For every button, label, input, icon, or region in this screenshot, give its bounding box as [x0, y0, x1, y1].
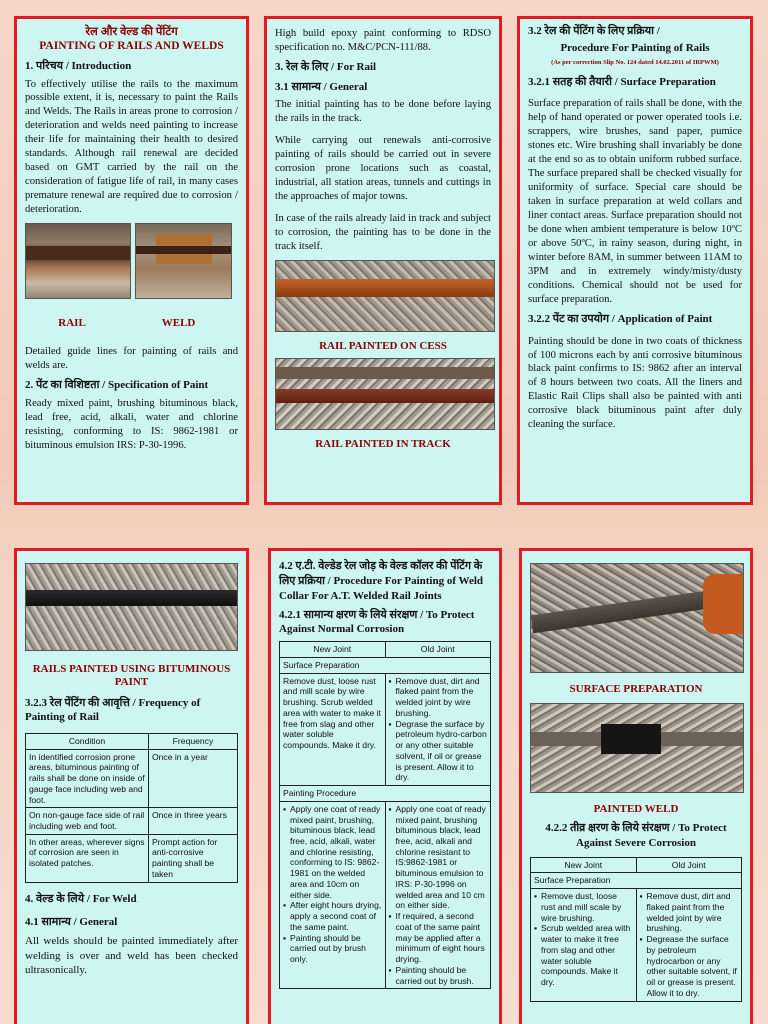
list-item: ▪ Remove dust, dirt and flaked paint from the welded joint by wire brushing.: [389, 676, 488, 719]
rail-track-photo: [275, 358, 495, 430]
correction-slip-note: (As per correction Slip No. 124 dated 14.02.2011 of IRPWM): [551, 58, 719, 66]
list-item: ▪ Painting should be carried out by brush.: [389, 965, 488, 986]
table-row: [280, 673, 491, 785]
normal-corrosion-table: [279, 641, 491, 989]
weld-photo-label: WELD: [161, 317, 196, 330]
application-heading: 3.2.2 पेंट का उपयोग / Application of Paint: [528, 312, 713, 325]
section-painting-procedure: Painting Procedure: [280, 786, 491, 802]
photo-row: [25, 223, 238, 299]
table-row: [531, 889, 742, 1001]
freq-condition: In identified corrosion prone areas, bituminous painting of rails shall be done on inside of gauge face including web and foot.: [26, 749, 149, 808]
freq-value: Once in a year: [148, 749, 237, 808]
freq-condition: On non-gauge face side of rail including web and foot.: [26, 808, 149, 834]
table-row: [280, 801, 491, 988]
header-new-joint: New Joint: [280, 642, 386, 658]
panel-frequency: [14, 548, 249, 1024]
new-joint-painting: [280, 801, 386, 988]
general-text-2: While carrying out renewals anti-corrosive painting of rails should be carried out in severe corrosion prone locations such as coastal, industrial, all station areas, tunnels and cuttings in the approaches of major towns.: [275, 135, 491, 203]
severe-corrosion-heading: 4.2.2 तीव्र क्षरण के लिये संरक्षण / To Protect Against Severe Corrosion: [545, 822, 727, 849]
rail-cess-photo: [275, 260, 495, 332]
list-item: ▪ Apply one coat of ready mixed paint, brushing, bituminous black, lead free, acid, alkali, water and chlorine resisting, conforming to IS: 9862-1981 on the welded area and 10cm on either side.: [283, 804, 382, 901]
weld-collar-heading: 4.2 ए.टी. वेल्डेड रेल जोड़ के वेल्ड कॉलर की पेंटिंग के लिए प्रक्रिया / Procedure For Painting of Weld Collar For A.T. Welded Rail Joints: [279, 560, 483, 602]
caption-rail-cess: RAIL PAINTED ON CESS: [319, 340, 447, 353]
section-surface-preparation: Surface Preparation: [280, 657, 491, 673]
guide-text: Detailed guide lines for painting of rails and welds are.: [25, 346, 238, 372]
panel-weld-collar-normal: [268, 548, 502, 1024]
weld-general-heading: 4.1 सामान्य / General: [25, 916, 118, 929]
freq-value: Prompt action for anti-corrosive painting shall be taken: [148, 834, 237, 882]
new-joint-surface: [531, 889, 637, 1001]
caption-painted-weld: PAINTED WELD: [593, 803, 679, 815]
list-item: ▪ Degrease the surface by petroleum hydrocarbon or any other suitable solvent, if oil or grease is present. Allow it to dry.: [640, 934, 739, 998]
freq-value: Once in three years: [148, 808, 237, 834]
severe-corrosion-table: [530, 857, 742, 1002]
surface-prep-heading: 3.2.1 सतह की तैयारी / Surface Preparation: [528, 75, 716, 88]
table-row: [26, 808, 238, 834]
weld-photo: [135, 223, 232, 299]
list-item: ▪ If required, a second coat of the same paint may be applied after a minimum of eight hours drying.: [389, 911, 488, 965]
rail-photo: [25, 223, 131, 299]
new-joint-surface: Remove dust, loose rust and mill scale by wire brushing. Scrub welded area with water to make it free from slag and other water soluble compounds. Make it dry.: [280, 673, 386, 785]
old-joint-painting: [385, 801, 491, 988]
title-english: PAINTING OF RAILS AND WELDS: [39, 40, 224, 53]
list-item: ▪ Remove dust, dirt and flaked paint from the welded joint by wire brushing.: [640, 891, 739, 934]
application-text: Painting should be done in two coats of thickness of 100 microns each by anti corrosive bituminous black paint confirms to IS: 9862 after an interval of 8 hours between two coats. All the liners and Elastic Rail Clips shall also be painted with anti corrosive black bituminous paint after duly cleaning the surface.: [528, 335, 742, 431]
painted-weld-photo: [530, 703, 744, 793]
panel-introduction: [14, 16, 249, 505]
caption-bituminous: RAILS PAINTED USING BITUMINOUS PAINT: [32, 663, 231, 689]
epoxy-text: High build epoxy paint conforming to RDSO specification no. M&C/PCN-111/88.: [275, 28, 491, 53]
list-item: ▪ Remove dust, loose rust and mill scale by wire brushing.: [534, 891, 633, 923]
panel-weld-collar-severe: [519, 548, 753, 1024]
caption-surface-prep: SURFACE PREPARATION: [569, 683, 703, 695]
list-item: ▪ Apply one coat of ready mixed paint, brushing bituminous black, lead free, acid, alkali and chlorine resistant to IS:9862-1981 or bituminous emulsion to IRS: P-30-1996 on welded area and 10 cm on either side.: [389, 804, 488, 911]
title-hindi: रेल और वेल्ड की पेंटिंग: [85, 26, 178, 38]
procedure-heading-hi: 3.2 रेल की पेंटिंग के लिए प्रक्रिया /: [528, 25, 660, 37]
table-row: [26, 749, 238, 808]
section-surface-preparation: Surface Preparation: [531, 873, 742, 889]
frequency-table: [25, 733, 238, 883]
old-joint-surface: [385, 673, 491, 785]
rail-photo-label: RAIL: [58, 317, 86, 330]
table-row: [26, 834, 238, 882]
panel-for-rail: [264, 16, 502, 505]
normal-corrosion-heading: 4.2.1 सामान्य क्षरण के लिये संरक्षण / To Protect Against Normal Corrosion: [279, 608, 475, 636]
caption-rail-track: RAIL PAINTED IN TRACK: [315, 438, 451, 451]
general-text-1: The initial painting has to be done before laying the rails in the track.: [275, 99, 491, 125]
intro-text: To effectively utilise the rails to the maximum possible extent, it is, necessary to paint the Rails and Welds. The Rails in areas prone to corrosion / deterioration and welds need painting to increase their life for maintaining their health to desired standards. Although rail renewal are decided based on GMT carried by the rail on the consideration of fatigue life of rail, in many cases premature renewal are required due to corrosion / deterioration.: [25, 78, 238, 216]
freq-condition: In other areas, wherever signs of corrosion are seen in isolated patches.: [26, 834, 149, 882]
freq-header-condition: Condition: [26, 733, 149, 749]
frequency-heading: 3.2.3 रेल पेंटिंग की आवृत्ति / Frequency of Painting of Rail: [25, 697, 201, 724]
rail-heading: 3. रेल के लिए / For Rail: [275, 60, 377, 73]
panel-procedure-rails: [517, 16, 753, 505]
list-item: ▪ Degrase the surface by petroleum hydro-carbon or any other suitable solvent, if oil or grease is present. Allow it to dry.: [389, 719, 488, 783]
bituminous-rail-photo: [25, 563, 238, 651]
spec-text: Ready mixed paint, brushing bituminous black, lead free, acid, alkali, water and chlorine resisting, conforming to IS: 9862-1981 or bituminous emulsion IRS: P-30-1996.: [25, 397, 238, 451]
old-joint-surface: [636, 889, 742, 1001]
list-item: ▪ Painting should be carried out by brush only.: [283, 933, 382, 965]
general-heading: 3.1 सामान्य / General: [275, 80, 368, 93]
list-item: ▪ Scrub welded area with water to make it free from slag and other water soluble compounds. Make it dry.: [534, 923, 633, 987]
header-old-joint: Old Joint: [636, 857, 742, 873]
procedure-heading-en: Procedure For Painting of Rails: [560, 41, 710, 54]
weld-heading: 4. वेल्ड के लिये / For Weld: [25, 892, 137, 905]
freq-header-frequency: Frequency: [148, 733, 237, 749]
surface-prep-photo: [530, 563, 744, 673]
general-text-3: In case of the rails already laid in track and subject to corrosion, the painting has to be done in the track itself.: [275, 213, 491, 253]
weld-general-text: All welds should be painted immediately after welding is over and weld has been checked ultrasonically.: [25, 935, 238, 977]
header-new-joint: New Joint: [531, 857, 637, 873]
surface-prep-text: Surface preparation of rails shall be done, with the help of hand operated or power operated tools i.e. scrappers, wire brushes, sand paper, pumice stones etc. Wire brushing shall invariably be done at the end so as to obtain uniform rubbed surface. The surface prepared shall be checked visually for uniformity of surface. Special care should be taken in surface preparation at weld collars and liner contact areas. Surface preparation should not be done when ambient temperature is below 10ºC or above 50ºC, in rainy season, during night, in winter before 8AM, in summer between 11AM to 3PM and in extremely windy/misty/dusty conditions. Chemical should not be used for surface preparation.: [528, 98, 742, 305]
list-item: ▪ After eight hours drying, apply a second coat of the same paint.: [283, 900, 382, 932]
header-old-joint: Old Joint: [385, 642, 491, 658]
intro-heading: 1. परिचय / Introduction: [25, 59, 132, 72]
spec-heading: 2. पेंट का विशिष्टता / Specification of Paint: [25, 379, 209, 392]
